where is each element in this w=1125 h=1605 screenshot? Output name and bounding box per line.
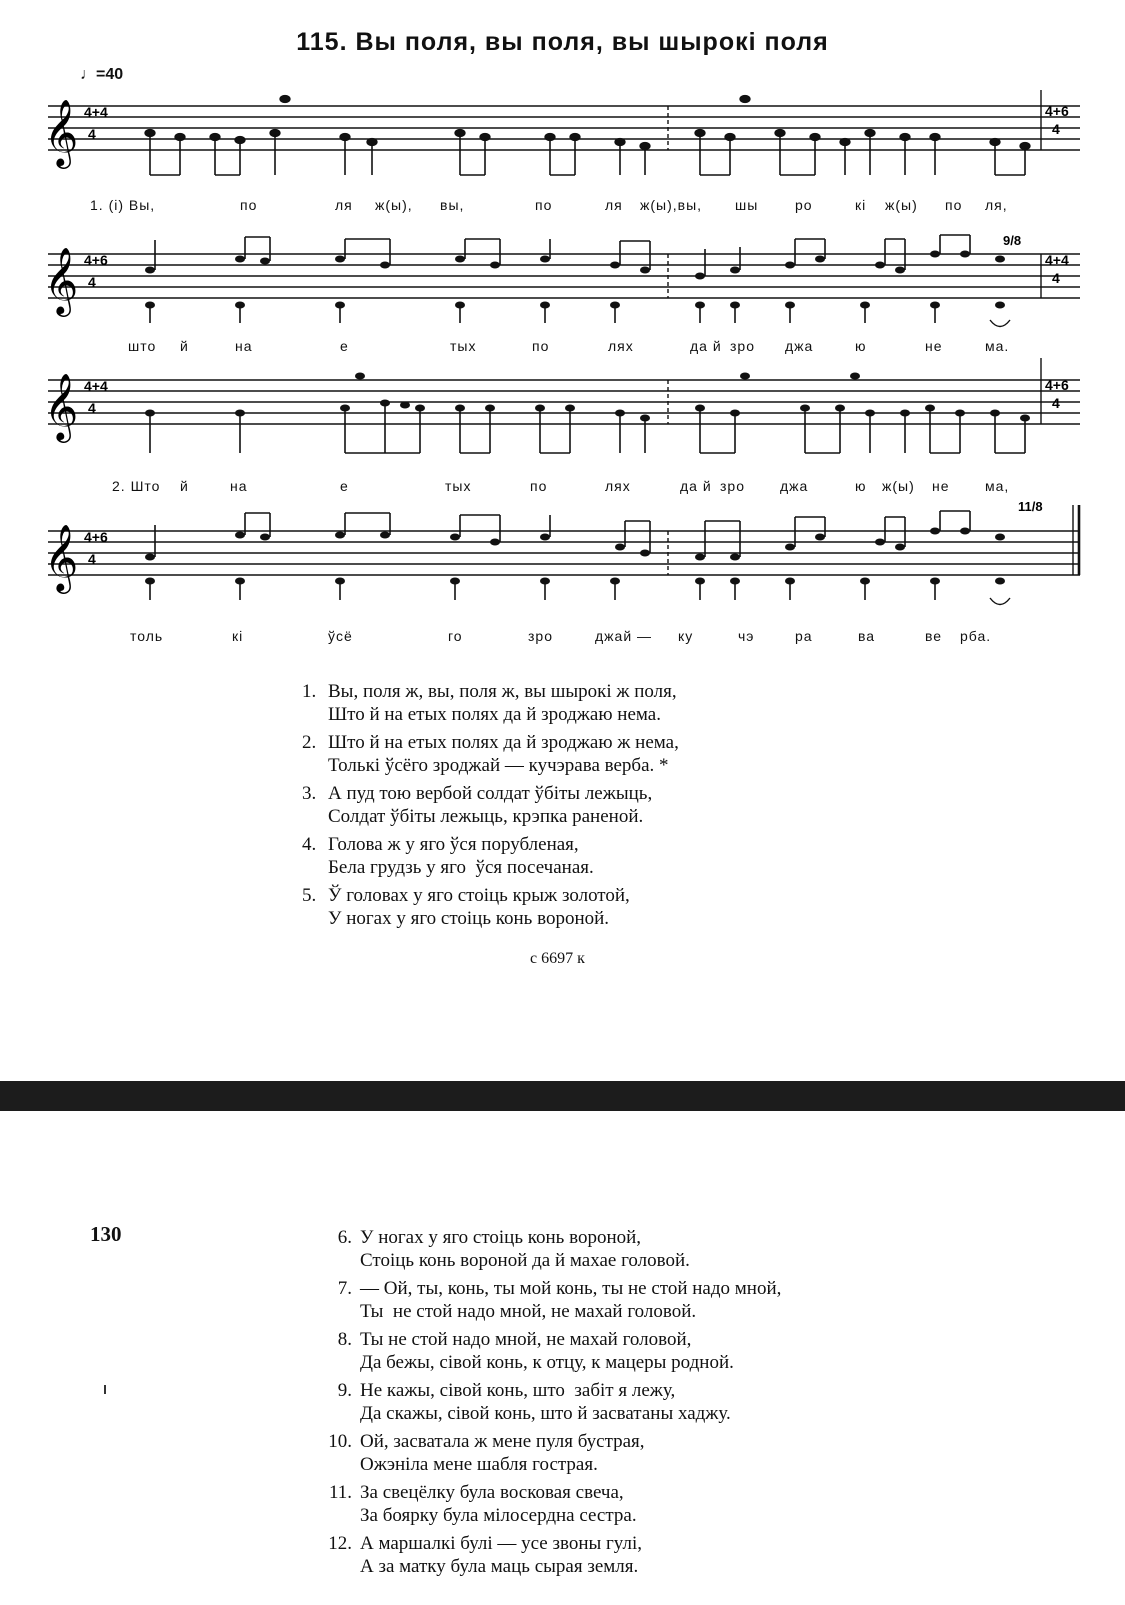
lyrics-staff-1: 1. (і) Вы, по ля ж(ы), вы, по ля ж(ы),вы, шы ро кі ж(ы) по ля,: [90, 197, 1008, 213]
verse-6: 6. У ногах у яго стоіць конь вороной, Стоіць конь вороной да й махае головой.: [337, 1227, 690, 1271]
time-signature-top: 4+6: [84, 252, 108, 268]
staff-lines: [48, 106, 1080, 150]
verse-5: 5. Ў головах у яго стоіць крыж золотой, У ногах у яго стоіць конь вороной.: [302, 885, 630, 929]
time-signature-bottom: 4: [88, 400, 96, 416]
staff-lines: [48, 380, 1080, 424]
stems-and-beams: [150, 403, 1025, 453]
stems-and-beams: [150, 511, 1010, 605]
time-signature-top: 4+4: [84, 104, 108, 120]
verse-3: 3. А пуд тою вербой солдат ўбіты лежыць, Солдат ўбіты лежыць, крэпка раненой.: [302, 783, 653, 827]
time-signature-bottom: 4: [88, 551, 96, 567]
notes: [145, 251, 1005, 309]
treble-clef-icon: 𝄞: [44, 372, 79, 440]
end-time-signature-top: 4+4: [1045, 252, 1069, 268]
lyrics-staff-4: толь кі ўсё го зро джай — ку чэ ра ва ве рба.: [130, 628, 992, 644]
lyrics-staff-2: што й на е тых по лях да й зро джа ю не ма.: [128, 338, 1010, 354]
time-signature-top: 4+6: [84, 529, 108, 545]
treble-clef-icon: 𝄞: [44, 246, 79, 314]
end-time-signature-top: 4+6: [1045, 377, 1069, 393]
verse-7: 7. — Ой, ты, конь, ты мой конь, ты не стой надо мной, Ты не стой надо мной, не махай головой.: [337, 1278, 782, 1322]
music-staff-2: [0, 225, 1125, 340]
music-staff-4: [0, 495, 1125, 630]
time-signature-top: 4+4: [84, 378, 108, 394]
staff-lines: [48, 531, 1080, 575]
time-signature-bottom: 4: [88, 274, 96, 290]
verse-1: 1. Вы, поля ж, вы, поля ж, вы шырокі ж поля, Што й на етых полях да й зроджаю нема.: [302, 681, 677, 725]
end-time-signature-bottom: 4: [1052, 270, 1060, 286]
treble-clef-icon: 𝄞: [44, 523, 79, 591]
catalog-code: с 6697 к: [530, 950, 585, 967]
verse-8: 8. Ты не стой надо мной, не махай головой, Да бежы, сівой конь, к отцу, к мацеры родной.: [337, 1329, 734, 1373]
verse-11: 11. За свецёлку була восковая свеча, За боярку була мілосердна сестра.: [328, 1482, 637, 1526]
fermata-label: 11/8: [1018, 499, 1043, 514]
lyrics-staff-3: 2. Што й на е тых по лях да й зро джа ю ж(ы) не ма,: [112, 478, 1010, 494]
margin-mark: [104, 1385, 106, 1394]
music-staff-3: [0, 358, 1125, 478]
end-time-signature-bottom: 4: [1052, 395, 1060, 411]
verse-9: 9. Не кажы, сівой конь, што забіт я лежу, Да скажы, сівой конь, што й засватаны хаджу.: [337, 1380, 731, 1424]
page-number: 130: [90, 1222, 122, 1246]
verse-10: 10. Ой, засватала ж мене пуля бустрая, Ожэніла мене шабля гострая.: [328, 1431, 645, 1475]
time-signature-bottom: 4: [88, 126, 96, 142]
verse-4: 4. Голова ж у яго ўся порубленая, Бела грудзь у яго ўся посечаная.: [302, 834, 594, 878]
verse-12: 12. А маршалкі булі — усе звоны гулі, А за матку була маць сырая земля.: [328, 1533, 642, 1577]
end-time-signature-bottom: 4: [1052, 121, 1060, 137]
verses-block-2: [322, 1226, 781, 1583]
notes: [145, 528, 1005, 585]
end-time-signature-top: 4+6: [1045, 103, 1069, 119]
verses-block-1: [302, 680, 679, 935]
staff-lines: [48, 254, 1080, 298]
stems-and-beams: [150, 235, 1010, 327]
page-divider: [0, 1081, 1125, 1111]
song-title: 115. Вы поля, вы поля, вы шырокі поля: [296, 28, 829, 56]
verse-2: 2. Што й на етых полях да й зроджаю ж нема, Толькі ўсёго зроджай — кучэрава верба. *: [302, 732, 679, 776]
tempo-marking: ♩=40: [80, 66, 124, 83]
music-staff-1: [0, 90, 1125, 200]
treble-clef-icon: 𝄞: [44, 98, 79, 166]
notes: [145, 96, 1030, 150]
fermata-label: 9/8: [1003, 233, 1022, 248]
